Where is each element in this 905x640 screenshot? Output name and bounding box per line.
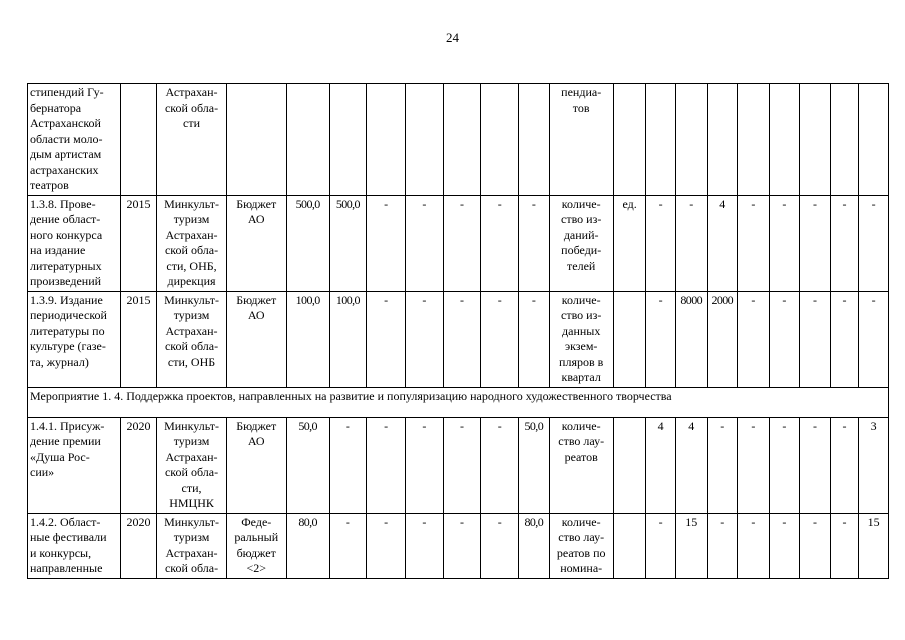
- target-value-cell: [675, 84, 707, 196]
- funding-amount-cell: -: [367, 291, 406, 387]
- funding-source-cell: [226, 84, 286, 196]
- table-row: [28, 291, 889, 387]
- funding-amount-cell: -: [443, 513, 481, 578]
- target-value-cell: 15: [675, 513, 707, 578]
- table-row: [28, 513, 889, 578]
- funding-amount-cell: 80,0: [286, 513, 329, 578]
- funding-amount-cell: -: [329, 417, 367, 513]
- target-value-cell: -: [859, 291, 889, 387]
- year-cell: 2020: [120, 417, 157, 513]
- activity-name-cell: 1.4.1. Присуж- дение премии «Душа Рос- сии»: [28, 417, 121, 513]
- target-value-cell: -: [646, 195, 676, 291]
- target-value-cell: -: [769, 195, 800, 291]
- target-value-cell: -: [675, 195, 707, 291]
- unit-cell: ед.: [613, 195, 646, 291]
- target-value-cell: -: [830, 513, 859, 578]
- funding-amount-cell: 50,0: [286, 417, 329, 513]
- funding-amount-cell: [286, 84, 329, 196]
- table-row: [28, 195, 889, 291]
- target-value-cell: [800, 84, 831, 196]
- funding-source-cell: Бюджет АО: [226, 417, 286, 513]
- target-value-cell: [830, 84, 859, 196]
- target-value-cell: [707, 84, 738, 196]
- executor-cell: Минкульт- туризм Астрахан- ской обла- сти, ОНБ: [157, 291, 226, 387]
- executor-cell: Минкульт- туризм Астрахан- ской обла-: [157, 513, 226, 578]
- executor-cell: Минкульт- туризм Астрахан- ской обла- сти, ОНБ, дирекция: [157, 195, 226, 291]
- unit-cell: [613, 84, 646, 196]
- funding-amount-cell: -: [405, 417, 443, 513]
- funding-amount-cell: [443, 84, 481, 196]
- funding-amount-cell: 500,0: [286, 195, 329, 291]
- activity-name-cell: 1.3.8. Прове- дение област- ного конкурса на издание литературных произведений: [28, 195, 121, 291]
- target-value-cell: -: [769, 291, 800, 387]
- table-row: [28, 417, 889, 513]
- year-cell: 2020: [120, 513, 157, 578]
- target-value-cell: -: [707, 513, 738, 578]
- target-value-cell: -: [830, 195, 859, 291]
- indicator-cell: количе- ство из- данных экзем- пляров в квартал: [549, 291, 613, 387]
- funding-amount-cell: -: [367, 417, 406, 513]
- program-table: [27, 83, 889, 579]
- funding-amount-cell: -: [405, 291, 443, 387]
- activity-name-cell: стипендий Гу- бернатора Астраханской области моло- дым артистам астраханских театров: [28, 84, 121, 196]
- page-number: 24: [446, 30, 459, 45]
- indicator-cell: количе- ство лау- реатов: [549, 417, 613, 513]
- year-cell: 2015: [120, 195, 157, 291]
- funding-amount-cell: -: [481, 291, 519, 387]
- target-value-cell: -: [800, 513, 831, 578]
- target-value-cell: -: [800, 291, 831, 387]
- year-cell: [120, 84, 157, 196]
- target-value-cell: [646, 84, 676, 196]
- funding-amount-cell: -: [443, 417, 481, 513]
- indicator-cell: количе- ство из- даний- победи- телей: [549, 195, 613, 291]
- funding-amount-cell: -: [443, 291, 481, 387]
- unit-cell: [613, 417, 646, 513]
- target-value-cell: -: [738, 417, 770, 513]
- funding-amount-cell: [519, 84, 550, 196]
- year-cell: 2015: [120, 291, 157, 387]
- funding-source-cell: Феде- ральный бюджет <2>: [226, 513, 286, 578]
- funding-amount-cell: -: [405, 195, 443, 291]
- funding-amount-cell: 500,0: [329, 195, 367, 291]
- target-value-cell: -: [830, 291, 859, 387]
- unit-cell: [613, 513, 646, 578]
- funding-amount-cell: -: [481, 513, 519, 578]
- target-value-cell: -: [738, 291, 770, 387]
- target-value-cell: -: [800, 195, 831, 291]
- unit-cell: [613, 291, 646, 387]
- funding-amount-cell: 50,0: [519, 417, 550, 513]
- funding-amount-cell: -: [367, 513, 406, 578]
- indicator-cell: пендиа- тов: [549, 84, 613, 196]
- executor-cell: Минкульт- туризм Астрахан- ской обла- сти, НМЦНК: [157, 417, 226, 513]
- funding-amount-cell: -: [519, 291, 550, 387]
- funding-amount-cell: -: [481, 417, 519, 513]
- section-title: Мероприятие 1. 4. Поддержка проектов, направленных на развитие и популяризацию народного художественного творчества: [28, 387, 889, 417]
- target-value-cell: -: [800, 417, 831, 513]
- funding-amount-cell: -: [443, 195, 481, 291]
- target-value-cell: -: [738, 195, 770, 291]
- funding-amount-cell: 100,0: [329, 291, 367, 387]
- funding-amount-cell: 80,0: [519, 513, 550, 578]
- target-value-cell: -: [769, 417, 800, 513]
- target-value-cell: [769, 84, 800, 196]
- funding-amount-cell: [329, 84, 367, 196]
- activity-name-cell: 1.4.2. Област- ные фестивали и конкурсы, направленные: [28, 513, 121, 578]
- target-value-cell: -: [707, 417, 738, 513]
- target-value-cell: -: [830, 417, 859, 513]
- funding-amount-cell: 100,0: [286, 291, 329, 387]
- funding-amount-cell: [481, 84, 519, 196]
- funding-amount-cell: -: [329, 513, 367, 578]
- target-value-cell: 4: [675, 417, 707, 513]
- target-value-cell: -: [646, 291, 676, 387]
- funding-amount-cell: -: [519, 195, 550, 291]
- funding-source-cell: Бюджет АО: [226, 291, 286, 387]
- indicator-cell: количе- ство лау- реатов по номина-: [549, 513, 613, 578]
- activity-name-cell: 1.3.9. Издание периодической литературы по культуре (газе- та, журнал): [28, 291, 121, 387]
- target-value-cell: 8000: [675, 291, 707, 387]
- target-value-cell: 3: [859, 417, 889, 513]
- funding-amount-cell: -: [481, 195, 519, 291]
- target-value-cell: 15: [859, 513, 889, 578]
- target-value-cell: -: [646, 513, 676, 578]
- funding-amount-cell: [405, 84, 443, 196]
- funding-amount-cell: -: [367, 195, 406, 291]
- funding-amount-cell: -: [405, 513, 443, 578]
- target-value-cell: 4: [646, 417, 676, 513]
- target-value-cell: 4: [707, 195, 738, 291]
- executor-cell: Астрахан- ской обла- сти: [157, 84, 226, 196]
- table-row: [28, 84, 889, 196]
- target-value-cell: -: [769, 513, 800, 578]
- funding-amount-cell: [367, 84, 406, 196]
- target-value-cell: 2000: [707, 291, 738, 387]
- target-value-cell: [859, 84, 889, 196]
- target-value-cell: -: [738, 513, 770, 578]
- target-value-cell: -: [859, 195, 889, 291]
- section-row: [28, 387, 889, 417]
- funding-source-cell: Бюджет АО: [226, 195, 286, 291]
- target-value-cell: [738, 84, 770, 196]
